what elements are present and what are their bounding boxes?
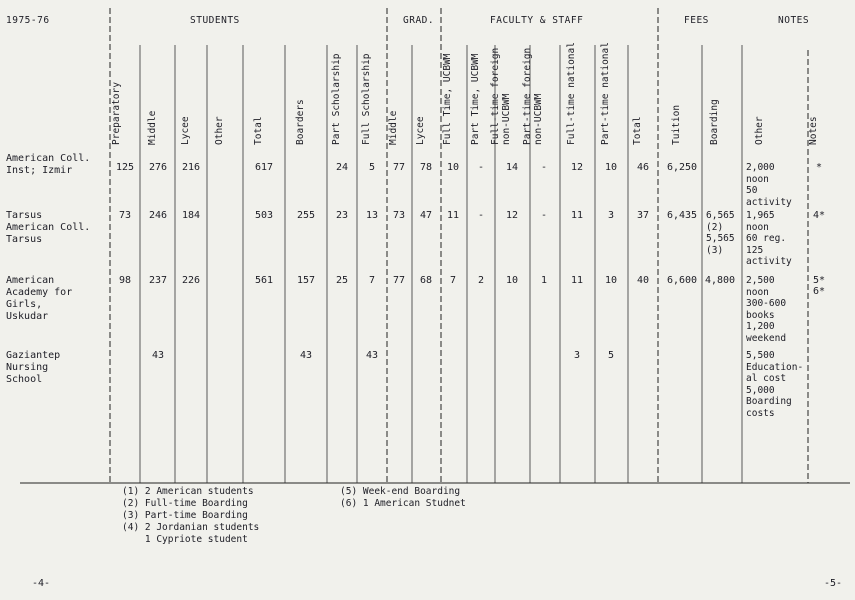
table-cell: 25 <box>335 275 349 286</box>
page-number-right: -5- <box>824 578 843 589</box>
other-fee-gaziantep: 5,500 Education- al cost 5,000 Boarding costs <box>746 350 804 419</box>
boarding-fee-tarsus: 6,565 (2) 5,565 (3) <box>706 210 735 256</box>
table-cell: 77 <box>392 162 406 173</box>
school-name-gaziantep: Gaziantep Nursing School <box>6 350 61 385</box>
table-cell: 78 <box>419 162 433 173</box>
table-cell: 37 <box>636 210 650 221</box>
table-cell: 12 <box>505 210 519 221</box>
table-cell: 184 <box>181 210 201 221</box>
students-group-header: STUDENTS <box>190 15 240 26</box>
other-fee-tarsus: 1,965 noon 60 reg. 125 activity <box>746 210 792 267</box>
table-cell: 10 <box>604 162 618 173</box>
col-full-time-foreign: Full-time foreign non-UCBWM <box>490 47 512 145</box>
table-cell: 43 <box>365 350 379 361</box>
table-cell: 255 <box>296 210 316 221</box>
table-cell: 40 <box>636 275 650 286</box>
col-grad-lycee: Lycee <box>415 116 426 145</box>
table-cell: 2 <box>477 275 485 286</box>
table-cell: 6,435 <box>666 210 698 221</box>
table-cell: 6,600 <box>666 275 698 286</box>
table-cell: 503 <box>254 210 274 221</box>
table-cell: 216 <box>181 162 201 173</box>
table-cell: - <box>477 210 485 221</box>
table-cell: 3 <box>607 210 615 221</box>
school-name-izmir: American Coll. Inst; Izmir <box>6 153 91 176</box>
table-cell: 77 <box>392 275 406 286</box>
col-preparatory: Preparatory <box>111 82 122 145</box>
table-cell: 23 <box>335 210 349 221</box>
col-other-fees: Other <box>754 116 765 145</box>
year-label: 1975-76 <box>6 15 50 26</box>
table-cell: 4,800 <box>704 275 736 286</box>
col-part-time-national: Part-time national <box>600 42 611 145</box>
faculty-group-header: FACULTY & STAFF <box>490 15 584 26</box>
table-cell: 68 <box>419 275 433 286</box>
table-cell: 3 <box>573 350 581 361</box>
col-notes: Notes <box>808 116 819 145</box>
school-name-tarsus: Tarsus American Coll. Tarsus <box>6 210 91 245</box>
other-fee-uskudar: 2,500 noon 300-600 books 1,200 weekend <box>746 275 787 344</box>
col-tuition: Tuition <box>671 104 682 145</box>
fees-group-header: FEES <box>684 15 709 26</box>
table-cell: 73 <box>392 210 406 221</box>
footnotes-right: (5) Week-end Boarding (6) 1 American Studnet <box>340 486 466 509</box>
col-middle: Middle <box>147 110 158 145</box>
table-cell: 157 <box>296 275 316 286</box>
table-cell: 237 <box>148 275 168 286</box>
table-cell: - <box>540 162 548 173</box>
col-grad-middle: Middle <box>388 110 399 145</box>
table-cell: 1 <box>540 275 548 286</box>
col-boarding: Boarding <box>709 99 720 145</box>
table-cell: 13 <box>365 210 379 221</box>
table-cell: 11 <box>446 210 460 221</box>
table-cell: 10 <box>505 275 519 286</box>
grad-group-header: GRAD. <box>403 15 435 26</box>
table-cell: 246 <box>148 210 168 221</box>
col-lycee: Lycee <box>180 116 191 145</box>
table-cell: 98 <box>118 275 132 286</box>
table-cell: 561 <box>254 275 274 286</box>
col-part-scholarship: Part Scholarship <box>331 53 342 145</box>
table-cell: 46 <box>636 162 650 173</box>
table-cell: 5 <box>368 162 376 173</box>
school-name-uskudar: American Academy for Girls, Uskudar <box>6 275 73 322</box>
table-cell: 226 <box>181 275 201 286</box>
other-fee-izmir: 2,000 noon 50 activity <box>746 162 792 208</box>
table-cell: 276 <box>148 162 168 173</box>
table-cell: 617 <box>254 162 274 173</box>
table-cell: * <box>815 162 823 173</box>
table-cell: 14 <box>505 162 519 173</box>
table-cell: 43 <box>299 350 313 361</box>
table-cell: 5* 6* <box>812 275 826 297</box>
page-number-left: -4- <box>32 578 51 589</box>
col-full-scholarship: Full Scholarship <box>361 53 372 145</box>
table-cell: 47 <box>419 210 433 221</box>
notes-group-header: NOTES <box>778 15 810 26</box>
table-cell: 125 <box>115 162 135 173</box>
table-cell: 43 <box>151 350 165 361</box>
col-boarders: Boarders <box>295 99 306 145</box>
table-cell: - <box>477 162 485 173</box>
col-full-time-national: Full-time national <box>566 42 577 145</box>
col-total: Total <box>253 116 264 145</box>
table-cell: 10 <box>446 162 460 173</box>
table-cell: 4* <box>812 210 826 221</box>
table-cell: 12 <box>570 162 584 173</box>
table-cell: 11 <box>570 275 584 286</box>
col-part-time-ucbwm: Part Time, UCBWM <box>470 53 481 145</box>
table-cell: - <box>540 210 548 221</box>
table-cell: 6,250 <box>666 162 698 173</box>
table-cell: 11 <box>570 210 584 221</box>
col-part-time-foreign: Part-time foreign non-UCBWM <box>522 47 544 145</box>
table-cell: 7 <box>449 275 457 286</box>
table-cell: 73 <box>118 210 132 221</box>
table-cell: 24 <box>335 162 349 173</box>
table-cell: 10 <box>604 275 618 286</box>
col-full-time-ucbwm: Full Time, UCBWM <box>442 53 453 145</box>
footnotes-left: (1) 2 American students (2) Full-time Boarding (3) Part-time Boarding (4) 2 Jordanian students 1 Cypriote student <box>122 486 260 545</box>
col-other: Other <box>214 116 225 145</box>
table-cell: 5 <box>607 350 615 361</box>
table-cell: 7 <box>368 275 376 286</box>
col-faculty-total: Total <box>632 116 643 145</box>
